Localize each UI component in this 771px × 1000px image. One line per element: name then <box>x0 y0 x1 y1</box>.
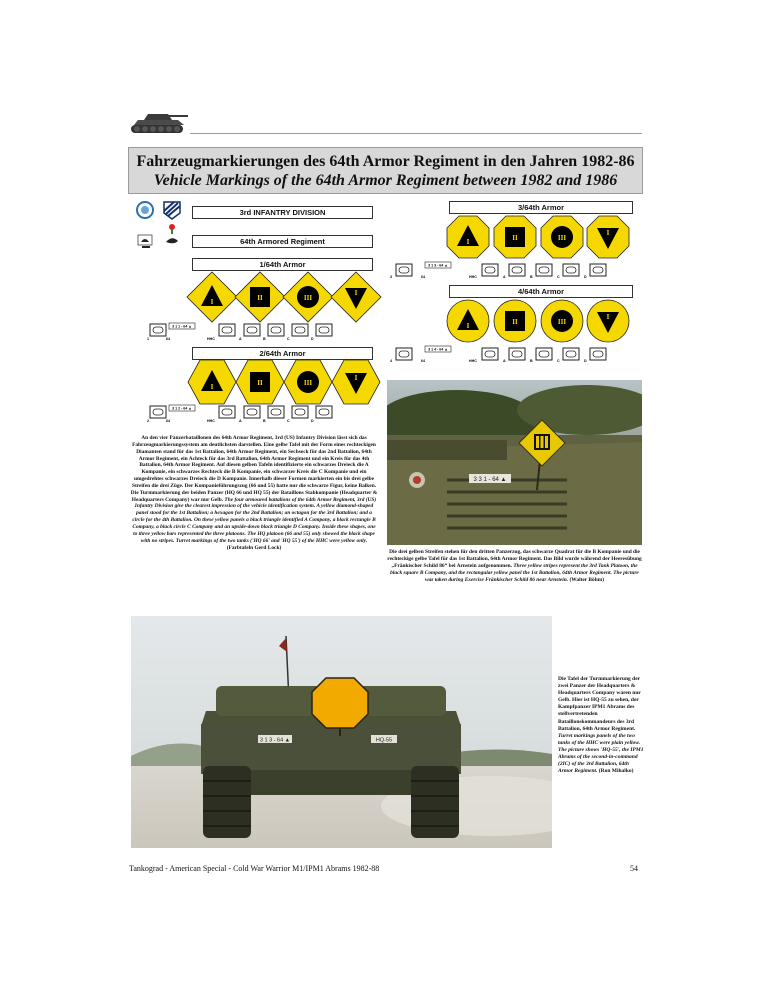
bn1-b: B <box>263 337 266 341</box>
page-title <box>128 147 643 194</box>
bn4-panel-a <box>447 300 489 342</box>
caption-photo1 <box>387 549 642 584</box>
bn2-hhc: HHC <box>207 419 215 423</box>
bn2-panel-b <box>236 360 284 404</box>
bn4-a: A <box>503 359 506 363</box>
bn1-c-symbol: III <box>303 294 313 302</box>
caption1-german: Die drei gelben Streifen stehen für den dritten Panzerzug, das schwarze Quadrat für die B Kompanie und die rechteckige gelbe Tafel für das 1st Battalion, 64th Armor Regiment. Das Bild wurde während der Heeresübung „Fränkischer Schild 86“ bei Arnstein aufgenommen. <box>387 549 642 569</box>
bn2-plate: 3 1 2 - 64 ▲ <box>172 406 192 411</box>
banner-bn2: 2/64th Armor <box>192 347 373 360</box>
bn2-num: 2 <box>147 419 149 423</box>
photo1-plate: 3 3 1 - 64 ▲ <box>473 477 507 483</box>
bn1-c: C <box>287 337 290 341</box>
bn3-c-symbol: III <box>557 234 567 242</box>
bn2-hull-markings <box>146 400 346 424</box>
bn1-d: D <box>311 337 314 341</box>
bn1-code: 64 <box>166 337 170 341</box>
bn1-panel-d <box>331 272 381 322</box>
banner-bn3: 3/64th Armor <box>449 201 633 214</box>
bn3-b: B <box>530 275 533 279</box>
caption2-english: Turret markings panels of the two tanks of the HHC were plain yellow. The picture shows 'HQ-55', the IPM1 Abrams of the second-in-command (2IC) of the 3rd Battalion, 64th Armor Regiment. <box>558 732 644 775</box>
bn4-num: 4 <box>390 359 392 363</box>
footer-source: Tankograd - American Special - Cold War Warrior M1/IPM1 Abrams 1982-88 <box>129 864 380 873</box>
bn4-d: D <box>584 359 587 363</box>
bn2-panel-c <box>284 360 332 404</box>
bn1-num: 1 <box>147 337 149 341</box>
header-rule <box>190 133 642 134</box>
bn2-panel-a <box>188 360 236 404</box>
bn2-d: D <box>311 419 314 423</box>
bn1-plate: 3 1 1 - 64 ▲ <box>172 324 192 329</box>
bn4-code: 64 <box>421 359 425 363</box>
bn4-plate: 3 1 4 - 64 ▲ <box>428 347 448 352</box>
caption2-credit: (Ron Mihalko) <box>598 768 634 775</box>
bn3-d-symbol: I <box>606 229 610 237</box>
bn2-panel-d <box>332 360 380 404</box>
bn4-c: C <box>557 359 560 363</box>
banner-bn4: 4/64th Armor <box>449 285 633 298</box>
bn4-b: B <box>530 359 533 363</box>
main-text-credit: (Farbtafeln Gerd Lock) <box>226 544 282 551</box>
bn1-a-symbol: I <box>210 298 214 306</box>
bn1-hull-markings <box>146 318 346 342</box>
bn3-code: 64 <box>421 275 425 279</box>
bn1-d-symbol: I <box>354 289 358 297</box>
bn4-a-symbol: I <box>466 322 470 330</box>
bn4-hull-markings <box>389 343 619 367</box>
banner-division: 3rd INFANTRY DIVISION <box>192 206 373 219</box>
caption-photo2 <box>558 676 644 775</box>
main-text-english: The four armoured battalions of the 64th Armor Regiment, 3rd (US) Infantry Division give the clearest impression of the vehicle identification system. A yellow diamond-shaped panel stood for the 1st Battalion; a hexagon for the 2nd Battalion; an octagon for the 3rd Battalion; and a circle for the 4th Battalion. On these yellow panels a black triangle identified A Company, a black rectangle B Company, a black circle C Company and an upside-down black triangle D Company. Inside these shapes, one to three yellow bars represented the three platoons. The HQ platoon (66 and 55) only showed the black shape with no stripes. Turret markings of the two tanks ('HQ 66' and 'HQ 55') of the HHC were yellow only. <box>132 496 377 544</box>
bn1-hhc: HHC <box>207 337 215 341</box>
bn4-hhc: HHC <box>469 359 477 363</box>
bn3-d: D <box>584 275 587 279</box>
bn1-a: A <box>239 337 242 341</box>
bn3-panel-c <box>541 216 583 258</box>
bn2-a: A <box>239 419 242 423</box>
bn3-company-panels <box>444 213 644 261</box>
caption2-german: Die Tafel der Turmmarkierung der zwei Panzer der Headquarters & Headquarters Company waren nur Gelb. Hier ist HQ-55 zu sehen, der Kampfpanzer IPM1 Abrams des stellvertretenden Bataillonskommandeurs des 3rd Battalion, 64th Armor Regiment. <box>558 676 641 732</box>
bn2-b-symbol: II <box>257 379 263 387</box>
bn3-panel-b <box>494 216 536 258</box>
bn2-a-symbol: I <box>210 383 214 391</box>
bn3-a-symbol: I <box>466 238 470 246</box>
caption1-credit: (Walter Böhm) <box>569 576 604 583</box>
tank-silhouette-icon <box>128 108 188 138</box>
banner-regiment: 64th Armored Regiment <box>192 235 373 248</box>
photo2-plate-right: HQ-55 <box>375 737 393 744</box>
banner-bn1: 1/64th Armor <box>192 258 373 271</box>
bn4-d-symbol: I <box>606 313 610 321</box>
bn3-num: 3 <box>390 275 392 279</box>
photo2-plate-left: 3 1 3 - 64 ▲ <box>259 737 291 744</box>
main-text-german: An den vier Panzerbataillonen des 64th Armor Regiment, 3rd (US) Infantry Division lässt sich das Fahrzeugmarkierungssystem am deutlichsten darstellen. Eine gelbe Tafel mit der Form eines rechteckigen Diamanten stand für das 1st Battalion, 64th Armor Regiment, ein Sechseck für das 2nd Battalion, 64th Armor Regiment, ein Achteck für das 3rd Battalion, 64th Armor Regiment und ein Kreis für das 4th Battalion, 64th Armor Regiment. Auf diesen gelben Tafeln identifizierte ein schwarzes Dreieck die A Kompanie, ein schwarzes Rechteck die B Kompanie, ein schwarzer Kreis die C Kompanie und ein umgedrehtes schwarzes Dreieck die D Kompanie. Innerhalb dieser Formen markierten ein bis drei gelbe Streifen die drei Züge. Der Kompanieführungszug (66 und 55) hatte nur die schwarze Figur, keine Balken. Die Turmmarkierung der beiden Panzer (HQ 66 und HQ 55) der Bataillons Stabkompanie (Headquarter & Headquarters Company) war nur Gelb. <box>130 435 378 503</box>
bn4-panel-c <box>541 300 583 342</box>
bn2-c-symbol: III <box>303 379 313 387</box>
bn1-panel-c <box>283 272 333 322</box>
title-english: Vehicle Markings of the 64th Armor Regiment between 1982 and 1986 <box>153 172 618 189</box>
bn1-panel-b <box>235 272 285 322</box>
page-number: 54 <box>630 864 638 873</box>
bn4-panel-b <box>494 300 536 342</box>
bn4-company-panels <box>444 297 644 345</box>
bn2-code: 64 <box>166 419 170 423</box>
bn3-hull-markings <box>389 259 619 283</box>
photo-abrams-rear <box>131 616 552 848</box>
bn4-b-symbol: II <box>512 318 518 326</box>
bn2-c: C <box>287 419 290 423</box>
title-german: Fahrzeugmarkierungen des 64th Armor Regiment in den Jahren 1982-86 <box>136 153 635 170</box>
photo-tank-closeup <box>387 380 642 545</box>
bn1-panel-a <box>187 272 237 322</box>
bn3-c: C <box>557 275 560 279</box>
bn3-a: A <box>503 275 506 279</box>
bn2-d-symbol: I <box>354 374 358 382</box>
bn3-hhc: HHC <box>469 275 477 279</box>
main-text <box>130 435 378 551</box>
bn3-b-symbol: II <box>512 234 518 242</box>
bn3-panel-d <box>587 216 629 258</box>
bn3-plate: 3 1 3 - 64 ▲ <box>428 263 448 268</box>
bn4-panel-d <box>587 300 629 342</box>
bn4-c-symbol: III <box>557 318 567 326</box>
division-insignia <box>136 199 188 257</box>
bn2-b: B <box>263 419 266 423</box>
bn1-b-symbol: II <box>257 294 263 302</box>
caption1-english: Three yellow stripes represent the 3rd Tank Platoon, the black square B Company, and the rectangular yellow panel the 1st Battalion, 64th Armor Regiment. The picture was taken during Exercise Fränkischer Schild 86 near Arnstein. <box>390 562 639 583</box>
bn3-panel-a <box>447 216 489 258</box>
